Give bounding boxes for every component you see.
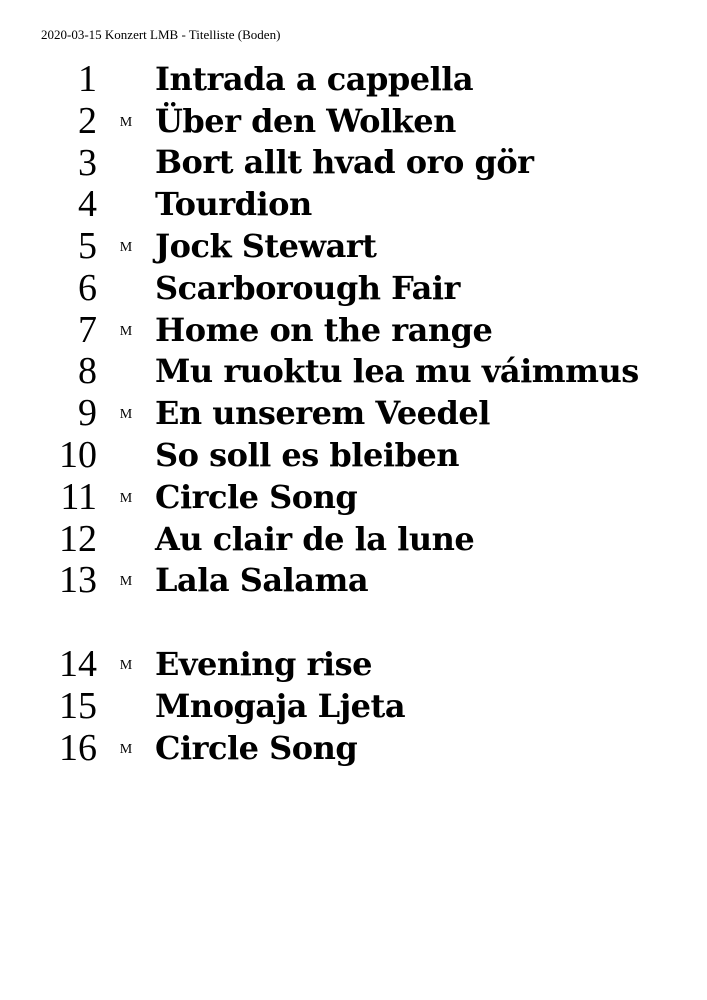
song-title: En unserem Veedel [155,394,490,433]
song-number: 4 [78,183,97,226]
song-number: 5 [78,225,97,268]
song-number: 9 [78,392,97,435]
list-item [0,183,707,225]
song-title: Home on the range [155,310,493,349]
song-mark [97,77,155,81]
song-mark [97,202,155,206]
song-mark [97,160,155,164]
song-mark: M [119,240,133,256]
list-item [0,58,707,100]
song-mark [97,537,155,541]
song-mark: M [119,407,133,423]
song-number: 11 [60,475,97,518]
song-mark [97,704,155,708]
song-title: Über den Wolken [155,101,456,140]
song-title: Mu ruoktu lea mu váimmus [155,352,639,391]
song-number: 6 [78,266,97,309]
song-title: Mnogaja Ljeta [155,686,406,725]
song-mark: M [119,574,133,590]
song-title: Jock Stewart [155,227,377,266]
song-title: Bort allt hvad oro gör [155,143,534,182]
song-number: 3 [78,141,97,184]
list-item [0,392,707,434]
song-number: 2 [78,99,97,142]
song-title: Circle Song [155,477,358,516]
section-gap [0,601,707,643]
song-mark: M [119,114,133,130]
list-item [0,309,707,351]
song-title: Evening rise [155,645,372,684]
list-item [0,267,707,309]
song-title: Circle Song [155,728,358,767]
song-number: 1 [78,57,97,100]
song-title: Au clair de la lune [155,519,475,558]
list-item [0,560,707,602]
song-mark [97,369,155,373]
list-item [0,142,707,184]
song-number: 16 [59,726,97,769]
list-item [0,643,707,685]
song-title: Intrada a cappella [155,59,474,98]
list-item [0,225,707,267]
list-item [0,100,707,142]
song-title: So soll es bleiben [155,436,459,475]
song-number: 7 [78,308,97,351]
song-title: Tourdion [155,185,312,224]
song-number: 14 [59,643,97,686]
song-mark: M [119,490,133,506]
song-number: 15 [59,684,97,727]
song-number: 12 [59,517,97,560]
list-item [0,351,707,393]
song-number: 10 [59,434,97,477]
setlist [0,58,707,769]
list-item [0,476,707,518]
list-item [0,434,707,476]
song-mark: M [119,658,133,674]
page-header: 2020-03-15 Konzert LMB - Titelliste (Boden) [41,27,281,42]
song-mark: M [119,741,133,757]
song-mark: M [119,323,133,339]
song-title: Scarborough Fair [155,268,460,307]
list-item [0,685,707,727]
list-item [0,727,707,769]
song-number: 8 [78,350,97,393]
song-number: 13 [59,559,97,602]
song-mark [97,286,155,290]
song-title: Lala Salama [155,561,369,600]
song-mark [97,453,155,457]
list-item [0,518,707,560]
